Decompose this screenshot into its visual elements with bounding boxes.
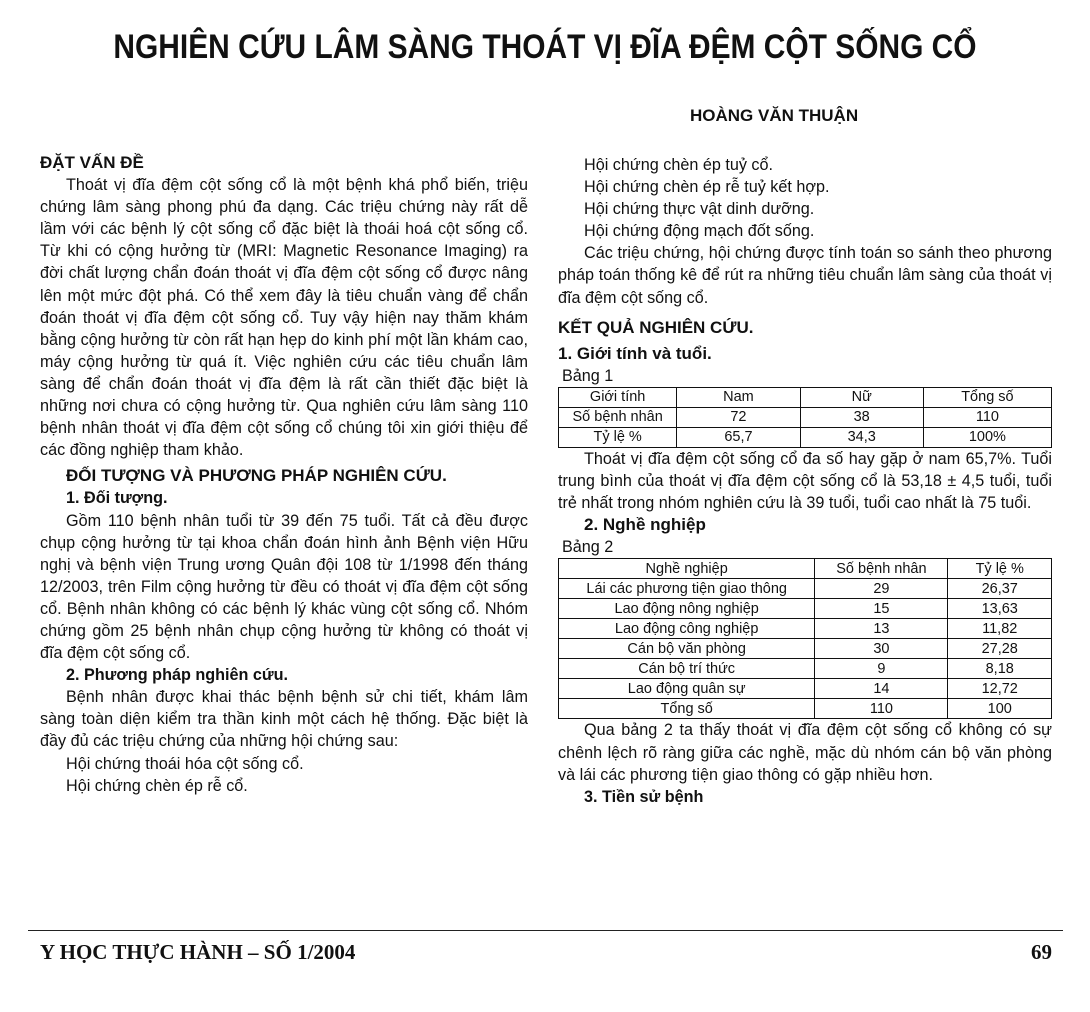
table-cell: 110 — [923, 407, 1051, 427]
section-heading-introduction: ĐẶT VẤN ĐỀ — [40, 153, 144, 172]
table-cell: 38 — [800, 407, 923, 427]
list-item: Hội chứng chèn ép rễ cổ. — [66, 776, 248, 795]
table-header-row — [559, 387, 1052, 407]
paragraph-introduction: Thoát vị đĩa đệm cột sống cổ là một bệnh khá phổ biến, triệu chứng lâm sàng phong phú đa dạng. Các triệu chứng này rất dễ lầm với các bệnh lý cột sống cổ đặc biệt là thoái hoá cột sống cổ. Từ khi có cộng hưởng từ (MRI: Magnetic Resonance Imaging) ra đời chất lượng chẩn đoán thoát vị đĩa đệm cột sống cổ được nâng lên một mức đột phá. Có thể xem đây là tiêu chuẩn vàng để chẩn đoán thoát vị đĩa đệm cột sống cổ. Tuy vậy hiện nay thăm khám bằng cộng hưởng từ còn rất hạn hẹp do kinh phí một lần khám cao, máy cộng hưởng từ quá ít. Việc nghiên cứu các tiêu chuẩn lâm sàng để chẩn đoán thoát vị đĩa đệm là rất cần thiết đặc biệt là những nơi chưa có cộng hưởng từ. Qua nghiên cứu lâm sàng 110 bệnh nhân thoát vị đĩa đệm cột sống cổ chúng tôi xin giới thiệu để các đồng nghiệp tham khảo. — [40, 176, 528, 460]
table-cell: 12,72 — [948, 679, 1052, 699]
subheading-history: 3. Tiền sử bệnh — [584, 787, 704, 806]
table-cell: 65,7 — [677, 427, 800, 447]
table-cell: 26,37 — [948, 579, 1052, 599]
table-header-cell: Tỷ lệ % — [948, 559, 1052, 579]
table-caption: Bảng 2 — [562, 538, 614, 557]
table-row — [559, 579, 1052, 599]
table-header-cell: Nghề nghiệp — [559, 559, 815, 579]
table-row — [559, 599, 1052, 619]
table-row — [559, 407, 1052, 427]
left-column — [40, 152, 528, 797]
page-number: 69 — [1031, 940, 1052, 964]
paragraph-gender-age: Thoát vị đĩa đệm cột sống cổ đa số hay gặp ở nam 65,7%. Tuổi trung bình của thoát vị đĩa đệm cột sống cổ là 53,18 ± 4,5 tuổi, tuổi trẻ nhất trong nhóm nghiên cứu là 39 tuổi, tuổi cao nhất là 75 tuổi. — [558, 449, 1052, 513]
section-heading-methods: ĐỐI TƯỢNG VÀ PHƯƠNG PHÁP NGHIÊN CỨU. — [66, 466, 447, 486]
table-cell: 72 — [677, 407, 800, 427]
table-row — [559, 619, 1052, 639]
paragraph-statistics: Các triệu chứng, hội chứng được tính toán so sánh theo phương pháp toán thống kê để rút ra những tiêu chuẩn lâm sàng của thoát vị đĩa đệm cột sống cổ. — [558, 244, 1052, 307]
table-cell: 100% — [923, 427, 1051, 447]
paragraph-method: Bệnh nhân được khai thác bệnh bệnh sử chi tiết, khám lâm sàng toàn diện kiểm tra thần kinh một cách hệ thống. Đặc biệt là đầy đủ các triệu chứng của những hội chứng sau: — [40, 688, 528, 751]
table-cell: 14 — [815, 679, 948, 699]
list-item: Hội chứng thực vật dinh dưỡng. — [584, 200, 815, 219]
table-cell: 100 — [948, 699, 1052, 719]
table-cell: Cán bộ trí thức — [559, 659, 815, 679]
table-cell: Lái các phương tiện giao thông — [559, 579, 815, 599]
table-header-cell: Số bệnh nhân — [815, 559, 948, 579]
table-header-cell: Nam — [677, 387, 800, 407]
table-header-cell: Nữ — [800, 387, 923, 407]
list-item: Hội chứng thoái hóa cột sống cổ. — [66, 754, 304, 773]
table-cell: 27,28 — [948, 639, 1052, 659]
list-item: Hội chứng chèn ép rễ tuỷ kết hợp. — [584, 178, 830, 197]
list-item: Hội chứng chèn ép tuỷ cổ. — [584, 156, 774, 174]
table-row — [559, 699, 1052, 719]
subheading-gender-age: 1. Giới tính và tuổi. — [558, 343, 712, 363]
table-cell: Lao động công nghiệp — [559, 619, 815, 639]
table-cell: 29 — [815, 579, 948, 599]
author-name: HOÀNG VĂN THUẬN — [690, 106, 859, 125]
table-cell: 9 — [815, 659, 948, 679]
journal-name: Y HỌC THỰC HÀNH – SỐ 1/2004 — [40, 940, 356, 964]
table-cell: Số bệnh nhân — [559, 407, 677, 427]
table-cell: 13,63 — [948, 599, 1052, 619]
paper-title: NGHIÊN CỨU LÂM SÀNG THOÁT VỊ ĐĨA ĐỆM CỘT SỐNG CỔ — [113, 28, 977, 66]
table-row — [559, 427, 1052, 447]
table-gender-age — [558, 387, 1052, 448]
table-cell: Tổng số — [559, 699, 815, 719]
table-cell: 30 — [815, 639, 948, 659]
table-caption: Bảng 1 — [562, 366, 614, 385]
table-cell: Lao động quân sự — [559, 679, 815, 699]
table-row — [559, 639, 1052, 659]
table-row — [559, 679, 1052, 699]
list-item: Hội chứng động mạch đốt sống. — [584, 222, 815, 241]
subheading-method: 2. Phương pháp nghiên cứu. — [66, 666, 289, 685]
table-header-cell: Tổng số — [923, 387, 1051, 407]
paragraph-subjects: Gồm 110 bệnh nhân tuổi từ 39 đến 75 tuổi. Tất cả đều được chụp cộng hưởng từ tại khoa chẩn đoán hình ảnh Bệnh viện Hữu nghị và bệnh viện Trung ương Quân đội 108 từ 1/1998 đến tháng 12/2003, trên Film cộng hưởng từ đều có thoát vị đĩa đệm cột sống cổ. Bệnh nhân không có các bệnh lý khác vùng cột sống cổ. Nhóm chứng gồm 25 bệnh nhân chụp cộng hưởng từ không có thoát vị đĩa đệm cột sống cổ. — [40, 511, 528, 663]
table-cell: 34,3 — [800, 427, 923, 447]
right-column — [558, 154, 1052, 808]
footer-divider — [28, 930, 1063, 931]
table-cell: Cán bộ văn phòng — [559, 639, 815, 659]
table-occupation — [558, 558, 1052, 719]
table-cell: 11,82 — [948, 619, 1052, 639]
paragraph-occupation: Qua bảng 2 ta thấy thoát vị đĩa đệm cột sống cổ không có sự chênh lệch rõ ràng giữa các nghề, mặc dù nhóm cán bộ văn phòng và lái các phương tiện giao thông có gặp nhiều hơn. — [558, 721, 1052, 784]
subheading-subjects: 1. Đối tượng. — [66, 489, 168, 508]
table-header-cell: Giới tính — [559, 387, 677, 407]
table-cell: Tỷ lệ % — [559, 427, 677, 447]
table-cell: Lao động nông nghiệp — [559, 599, 815, 619]
subheading-occupation: 2. Nghề nghiệp — [584, 515, 706, 535]
table-cell: 110 — [815, 699, 948, 719]
section-heading-results: KẾT QUẢ NGHIÊN CỨU. — [558, 317, 754, 337]
table-cell: 15 — [815, 599, 948, 619]
table-row — [559, 659, 1052, 679]
table-cell: 13 — [815, 619, 948, 639]
table-header-row — [559, 559, 1052, 579]
table-cell: 8,18 — [948, 659, 1052, 679]
